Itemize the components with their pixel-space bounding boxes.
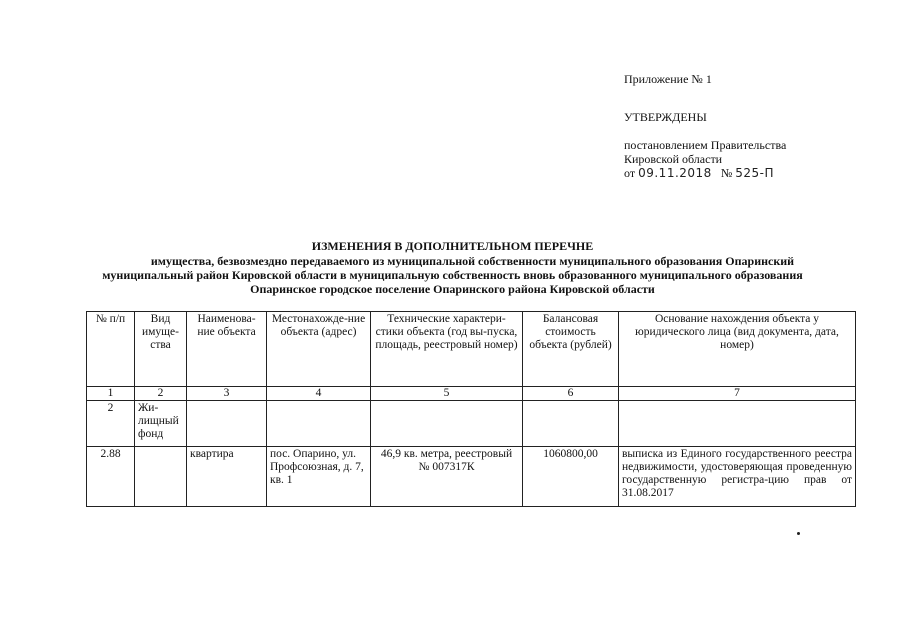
header-cell: № п/п [87,312,135,387]
item-kind-cell [135,447,187,507]
column-number: 2 [135,387,187,401]
column-number-row [87,387,856,401]
item-specs-cell: 46,9 кв. метра, реестровый № 007317К [371,447,523,507]
column-number: 3 [187,387,267,401]
heading-line4: Опаринское городское поселение Опаринского района Кировской области [250,282,655,296]
date-prefix: от [624,166,636,180]
header-cell: Местонахожде-ние объекта (адрес) [267,312,371,387]
heading-line2: имущества, безвозмездно передаваемого из муниципальной собственности муниципального образования Опаринский [150,254,795,268]
table-row [87,447,856,507]
approved-by-line1: постановлением Правительства [624,138,787,152]
column-number: 5 [371,387,523,401]
column-number: 1 [87,387,135,401]
group-number-cell: 2 [87,401,135,447]
number-prefix: № [720,166,733,180]
property-table [86,311,856,507]
handwritten-date: 09.11.2018 [638,166,712,180]
item-name-cell: квартира [187,447,267,507]
approved-label: УТВЕРЖДЕНЫ [624,110,707,124]
item-number-cell: 2.88 [87,447,135,507]
item-basis-cell: выписка из Единого государственного реестра недвижимости, удостоверяющая проведенную государственную регистра-цию прав от 31.08.2017 [619,447,856,507]
header-cell: Вид имуще-ства [135,312,187,387]
header-cell: Наименова-ние объекта [187,312,267,387]
header-cell: Балансовая стоимость объекта (рублей) [523,312,619,387]
column-number: 4 [267,387,371,401]
item-address-cell: пос. Опарино, ул. Профсоюзная, д. 7, кв. 1 [267,447,371,507]
column-number: 6 [523,387,619,401]
heading-line3: муниципальный район Кировской области в муниципальную собственность вновь образованного муниципального образования [102,268,803,282]
header-cell: Технические характери-стики объекта (год вы-пуска, площадь, реестровый номер) [371,312,523,387]
approval-date-line [624,166,774,180]
scan-speck [797,532,800,535]
group-kind-cell: Жи-лищный фонд [135,401,187,447]
table-row [87,401,856,447]
appendix-title: Приложение № 1 [624,72,712,86]
approved-by-line2: Кировской области [624,152,723,166]
table-header-row [87,312,856,387]
header-cell: Основание нахождения объекта у юридического лица (вид документа, дата, номер) [619,312,856,387]
column-number: 7 [619,387,856,401]
document-heading: ИЗМЕНЕНИЯ В ДОПОЛНИТЕЛЬНОМ ПЕРЕЧНЕ [311,239,594,253]
handwritten-number: 525-П [735,166,775,180]
item-value-cell: 1060800,00 [523,447,619,507]
